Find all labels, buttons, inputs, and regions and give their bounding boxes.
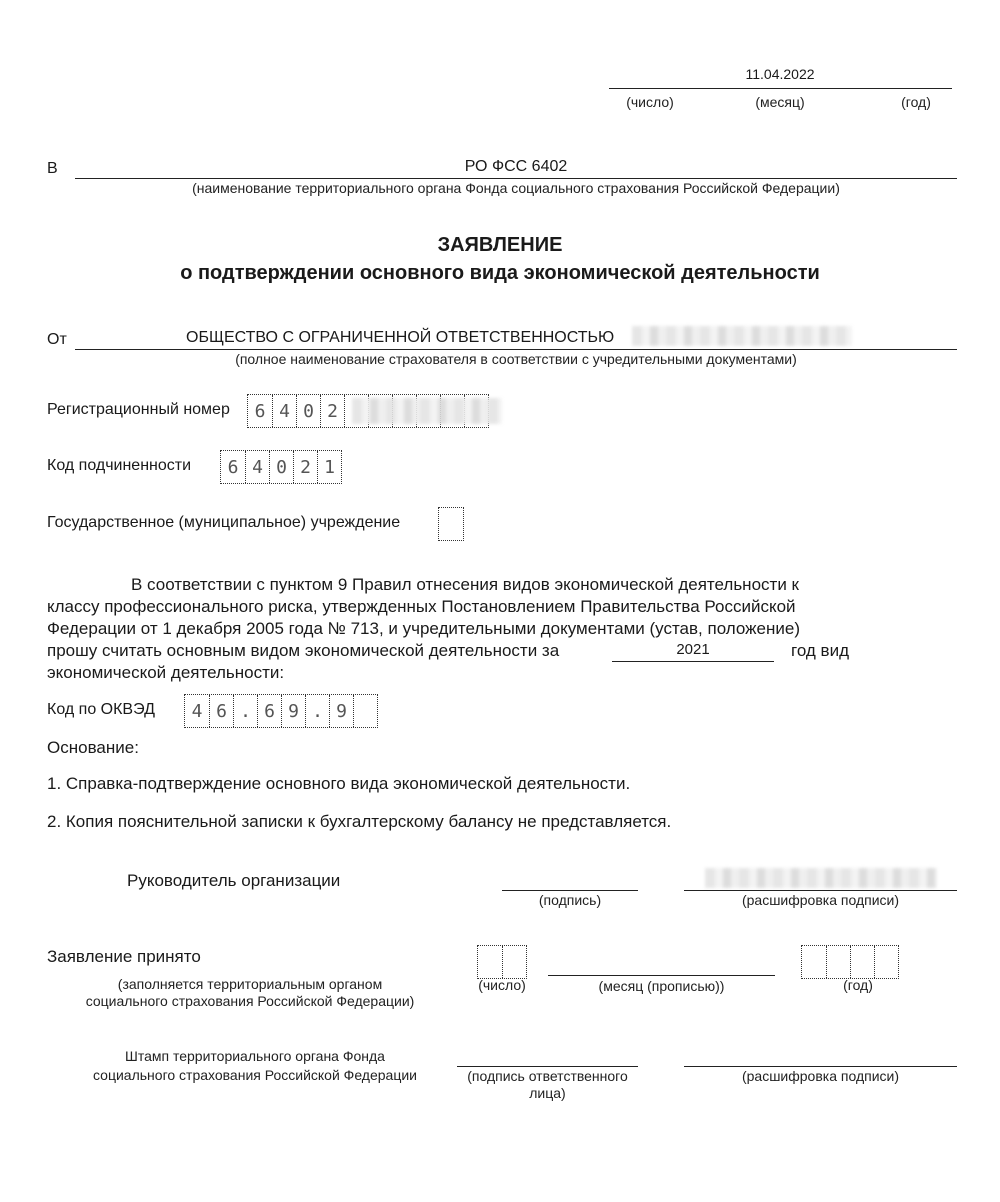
stamp-line-2: социального страхования Российской Федерации bbox=[93, 1067, 417, 1083]
date-caption-year: (год) bbox=[901, 94, 931, 110]
recipient-underline bbox=[75, 178, 957, 179]
okved-char bbox=[353, 695, 377, 727]
basis-item-1: 1. Справка-подтверждение основного вида экономической деятельности. bbox=[47, 774, 631, 793]
okved-char: 6 bbox=[257, 695, 281, 727]
accepted-day-cell bbox=[478, 946, 502, 978]
stamp-sign-caption-1: (подпись ответственного bbox=[467, 1068, 628, 1084]
body-line-4-end: год вид bbox=[791, 641, 849, 660]
body-line-5: экономической деятельности: bbox=[47, 663, 285, 682]
document-title: ЗАЯВЛЕНИЕ bbox=[437, 234, 563, 256]
okved-char: . bbox=[305, 695, 329, 727]
accepted-year-cell bbox=[826, 946, 850, 978]
sender-underline bbox=[75, 349, 957, 350]
date-underline bbox=[609, 88, 952, 89]
stamp-line-1: Штамп территориального органа Фонда bbox=[125, 1048, 385, 1064]
accepted-year-caption: (год) bbox=[843, 977, 873, 993]
accepted-year-cell bbox=[802, 946, 826, 978]
reg-digit: 4 bbox=[272, 395, 296, 427]
stamp-decode-caption: (расшифровка подписи) bbox=[741, 1068, 900, 1084]
date-caption-day: (число) bbox=[626, 94, 674, 110]
okved-char: 9 bbox=[329, 695, 353, 727]
body-line-2: классу профессионального риска, утвержденных Постановлением Правительства Российской bbox=[47, 597, 796, 616]
signature-line bbox=[502, 890, 638, 891]
sub-code-digit: 6 bbox=[227, 456, 239, 478]
basis-item-2: 2. Копия пояснительной записки к бухгалтерскому балансу не представляется. bbox=[47, 812, 672, 831]
date-caption-month: (месяц) bbox=[755, 94, 805, 110]
recipient-prefix: В bbox=[47, 160, 58, 177]
redacted-reg-number bbox=[352, 398, 502, 424]
body-line-1: В соответствии с пунктом 9 Правил отнесения видов экономической деятельности к bbox=[131, 575, 799, 594]
signature-decode-caption: (расшифровка подписи) bbox=[741, 892, 900, 908]
accepted-year-boxes[interactable] bbox=[801, 945, 899, 979]
sender-prefix: От bbox=[47, 331, 67, 348]
basis-label: Основание: bbox=[47, 738, 139, 757]
state-institution-cell bbox=[439, 508, 463, 540]
recipient-value: РО ФСС 6402 bbox=[464, 158, 568, 175]
okved-boxes[interactable] bbox=[184, 694, 378, 728]
reg-digit: 2 bbox=[320, 395, 344, 427]
okved-char: 4 bbox=[191, 700, 203, 722]
reg-digit: 6 bbox=[254, 400, 266, 422]
sub-code-boxes[interactable] bbox=[220, 450, 342, 484]
sub-code-label: Код подчиненности bbox=[47, 457, 192, 474]
accepted-year-cell bbox=[850, 946, 874, 978]
accepted-month-caption: (месяц (прописью)) bbox=[598, 978, 725, 994]
signature-caption: (подпись) bbox=[538, 892, 602, 908]
accepted-note-2: социального страхования Российской Федерации) bbox=[85, 993, 415, 1009]
signature-role: Руководитель организации bbox=[127, 871, 341, 890]
okved-char: . bbox=[233, 695, 257, 727]
reg-digit: 0 bbox=[296, 395, 320, 427]
state-institution-label: Государственное (муниципальное) учреждение bbox=[47, 514, 401, 531]
accepted-day-cell bbox=[502, 946, 526, 978]
state-institution-checkbox[interactable] bbox=[438, 507, 464, 541]
accepted-day-boxes[interactable] bbox=[477, 945, 527, 979]
stamp-sign-line bbox=[457, 1066, 638, 1067]
stamp-sign-caption-2: лица) bbox=[529, 1085, 566, 1101]
accepted-label: Заявление принято bbox=[47, 947, 201, 966]
year-value: 2021 bbox=[676, 641, 710, 658]
recipient-caption: (наименование территориального органа Фонда социального страхования Российской Федерации) bbox=[192, 180, 840, 196]
reg-number-label: Регистрационный номер bbox=[47, 401, 230, 418]
accepted-month-line bbox=[548, 975, 775, 976]
redacted-sender-name bbox=[632, 326, 852, 346]
redacted-signatory-name bbox=[705, 868, 937, 888]
document-subtitle: о подтверждении основного вида экономической деятельности bbox=[180, 262, 820, 284]
okved-char: 9 bbox=[281, 695, 305, 727]
body-line-3: Федерации от 1 декабря 2005 года № 713, и учредительными документами (устав, положение) bbox=[47, 619, 800, 638]
sub-code-digit: 4 bbox=[245, 451, 269, 483]
signature-decode-line bbox=[684, 890, 957, 891]
stamp-decode-line bbox=[684, 1066, 957, 1067]
sub-code-digit: 0 bbox=[269, 451, 293, 483]
accepted-year-cell bbox=[874, 946, 898, 978]
sub-code-digit: 2 bbox=[293, 451, 317, 483]
accepted-note-1: (заполняется территориальным органом bbox=[117, 976, 383, 992]
okved-label: Код по ОКВЭД bbox=[47, 701, 155, 718]
year-underline bbox=[612, 661, 774, 662]
sender-caption: (полное наименование страхователя в соответствии с учредительными документами) bbox=[235, 351, 797, 367]
body-line-4-start: прошу считать основным видом экономической деятельности за bbox=[47, 641, 560, 660]
accepted-day-caption: (число) bbox=[478, 977, 526, 993]
sub-code-digit: 1 bbox=[317, 451, 341, 483]
date-value: 11.04.2022 bbox=[745, 66, 815, 82]
sender-value: ОБЩЕСТВО С ОГРАНИЧЕННОЙ ОТВЕТСТВЕННОСТЬЮ bbox=[186, 329, 615, 346]
okved-char: 6 bbox=[209, 695, 233, 727]
